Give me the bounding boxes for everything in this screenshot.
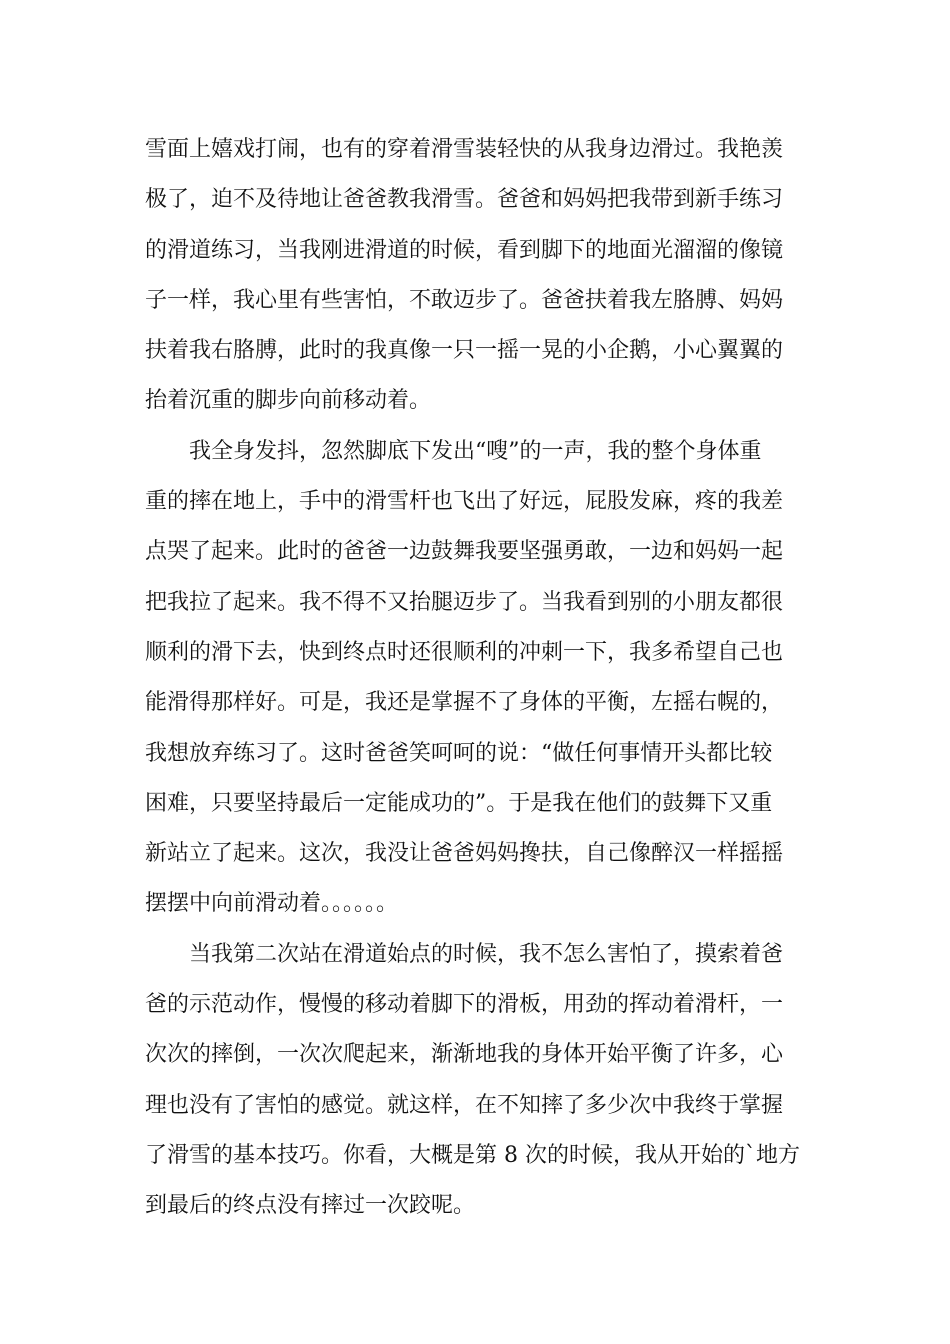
- text-line: 子一样，我心里有些害怕，不敢迈步了。爸爸扶着我左胳膊、妈妈: [145, 287, 784, 313]
- text-line: 摆摆中向前滑动着。。。。。。: [145, 891, 399, 917]
- text-line: 次次的摔倒，一次次爬起来，渐渐地我的身体开始平衡了许多，心: [145, 1042, 784, 1068]
- article-body: [145, 125, 805, 1232]
- text-line: 困难，只要坚持最后一定能成功的”。于是我在他们的鼓舞下又重: [145, 790, 773, 816]
- text-line: 点哭了起来。此时的爸爸一边鼓舞我要坚强勇敢，一边和妈妈一起: [145, 539, 784, 565]
- text-line: 能滑得那样好。可是，我还是掌握不了身体的平衡，左摇右幌的，: [145, 690, 784, 716]
- text-line: 到最后的终点没有摔过一次跤呢。: [145, 1193, 476, 1219]
- text-line: 扶着我右胳膊，此时的我真像一只一摇一晃的小企鹅，小心翼翼的: [145, 338, 784, 364]
- text-line: 了滑雪的基本技巧。你看，大概是第 8 次的时候，我从开始的`地方: [145, 1142, 800, 1168]
- text-line: 抬着沉重的脚步向前移动着。: [145, 388, 432, 414]
- text-line: 重的摔在地上，手中的滑雪杆也飞出了好远，屁股发麻，疼的我差: [145, 489, 784, 515]
- text-line: 极了，迫不及待地让爸爸教我滑雪。爸爸和妈妈把我带到新手练习: [145, 187, 784, 213]
- text-line: 雪面上嬉戏打闹，也有的穿着滑雪装轻快的从我身边滑过。我艳羡: [145, 137, 784, 162]
- text-line: 爸的示范动作，慢慢的移动着脚下的滑板，用劲的挥动着滑杆，一: [145, 992, 784, 1018]
- paragraph-first-line: 当我第二次站在滑道始点的时候，我不怎么害怕了，摸索着爸: [189, 941, 784, 967]
- text-line: 新站立了起来。这次，我没让爸爸妈妈搀扶，自己像醉汉一样摇摇: [145, 841, 784, 867]
- text-line: 顺利的滑下去，快到终点时还很顺利的冲刺一下，我多希望自己也: [145, 639, 784, 665]
- text-line: 的滑道练习，当我刚进滑道的时候，看到脚下的地面光溜溜的像镜: [145, 237, 784, 263]
- text-line: 把我拉了起来。我不得不又抬腿迈步了。当我看到别的小朋友都很: [145, 589, 784, 615]
- text-line: 我想放弃练习了。这时爸爸笑呵呵的说：“做任何事情开头都比较: [145, 740, 773, 766]
- paragraph-first-line: 我全身发抖，忽然脚底下发出“嗖”的一声，我的整个身体重: [189, 438, 762, 464]
- text-line: 理也没有了害怕的感觉。就这样，在不知摔了多少次中我终于掌握: [145, 1092, 784, 1118]
